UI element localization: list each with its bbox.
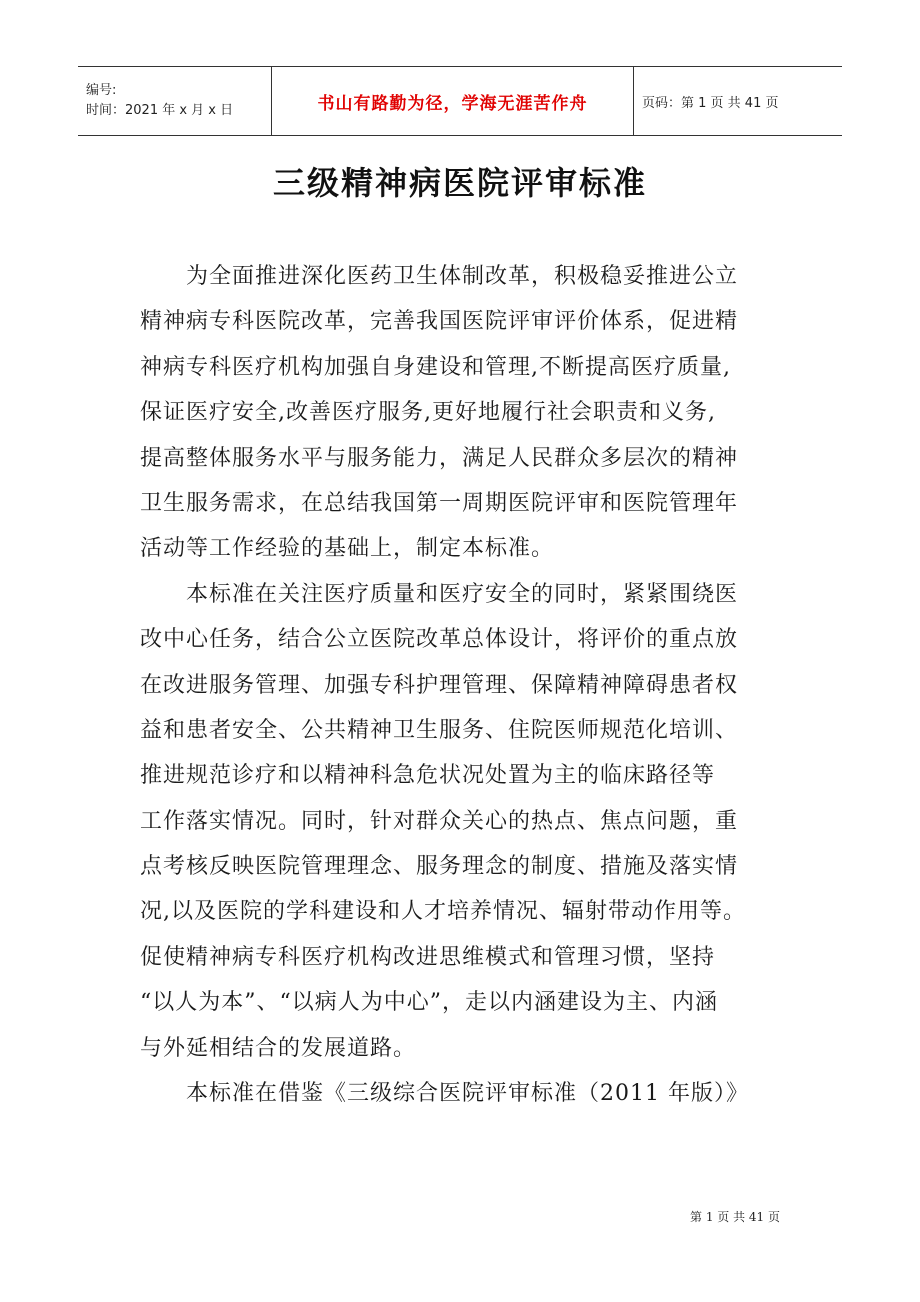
body-line: 卫生服务需求，在总结我国第一周期医院评审和医院管理年 <box>140 490 739 516</box>
body-line: 益和患者安全、公共精神卫生服务、住院医师规范化培训、 <box>140 717 739 743</box>
time-label: 时间：2021 年 x 月 x 日 <box>86 103 234 118</box>
body-line: 神病专科医疗机构加强自身建设和管理,不断提高医疗质量, <box>140 354 731 380</box>
body-line: 在改进服务管理、加强专科护理管理、保障精神障碍患者权 <box>140 672 739 698</box>
number-label: 编号: <box>86 83 117 98</box>
body-line: 工作落实情况。同时，针对群众关心的热点、焦点问题，重 <box>140 808 739 834</box>
body-line: 况,以及医院的学科建设和人才培养情况、辐射带动作用等。 <box>140 899 746 925</box>
body-line: 点考核反映医院管理理念、服务理念的制度、措施及落实情 <box>140 854 739 880</box>
header-motto-cell <box>272 67 634 135</box>
header-page-cell <box>634 67 842 135</box>
motto-text: 书山有路勤为径，学海无涯苦作舟 <box>317 93 588 114</box>
document-header <box>78 66 842 136</box>
body-line: “以人为本”、“以病人为中心”，走以内涵建设为主、内涵 <box>140 990 718 1016</box>
page-label: 页码：第 1 页 共 41 页 <box>642 95 779 111</box>
body-line: 与外延相结合的发展道路。 <box>140 1035 417 1061</box>
body-line: 活动等工作经验的基础上，制定本标准。 <box>140 536 555 562</box>
body-text <box>140 254 780 1116</box>
body-line: 精神病专科医院改革，完善我国医院评审评价体系，促进精 <box>140 309 739 335</box>
body-line: 促使精神病专科医疗机构改进思维模式和管理习惯，坚持 <box>140 944 716 970</box>
body-line: 推进规范诊疗和以精神科急危状况处置为主的临床路径等 <box>140 763 716 789</box>
body-line: 改中心任务，结合公立医院改革总体设计，将评价的重点放 <box>140 627 739 653</box>
body-line: 本标准在借鉴《三级综合医院评审标准（2011 年版）》 <box>140 1081 749 1107</box>
body-line: 保证医疗安全,改善医疗服务,更好地履行社会职责和义务, <box>140 400 716 426</box>
body-line: 为全面推进深化医药卫生体制改革，积极稳妥推进公立 <box>140 264 739 289</box>
header-meta <box>78 67 272 135</box>
page-footer: 第 1 页 共 41 页 <box>690 1210 780 1224</box>
document-title: 三级精神病医院评审标准 <box>272 164 647 202</box>
body-line: 本标准在关注医疗质量和医疗安全的同时，紧紧围绕医 <box>140 581 739 607</box>
body-line: 提高整体服务水平与服务能力，满足人民群众多层次的精神 <box>140 445 739 471</box>
